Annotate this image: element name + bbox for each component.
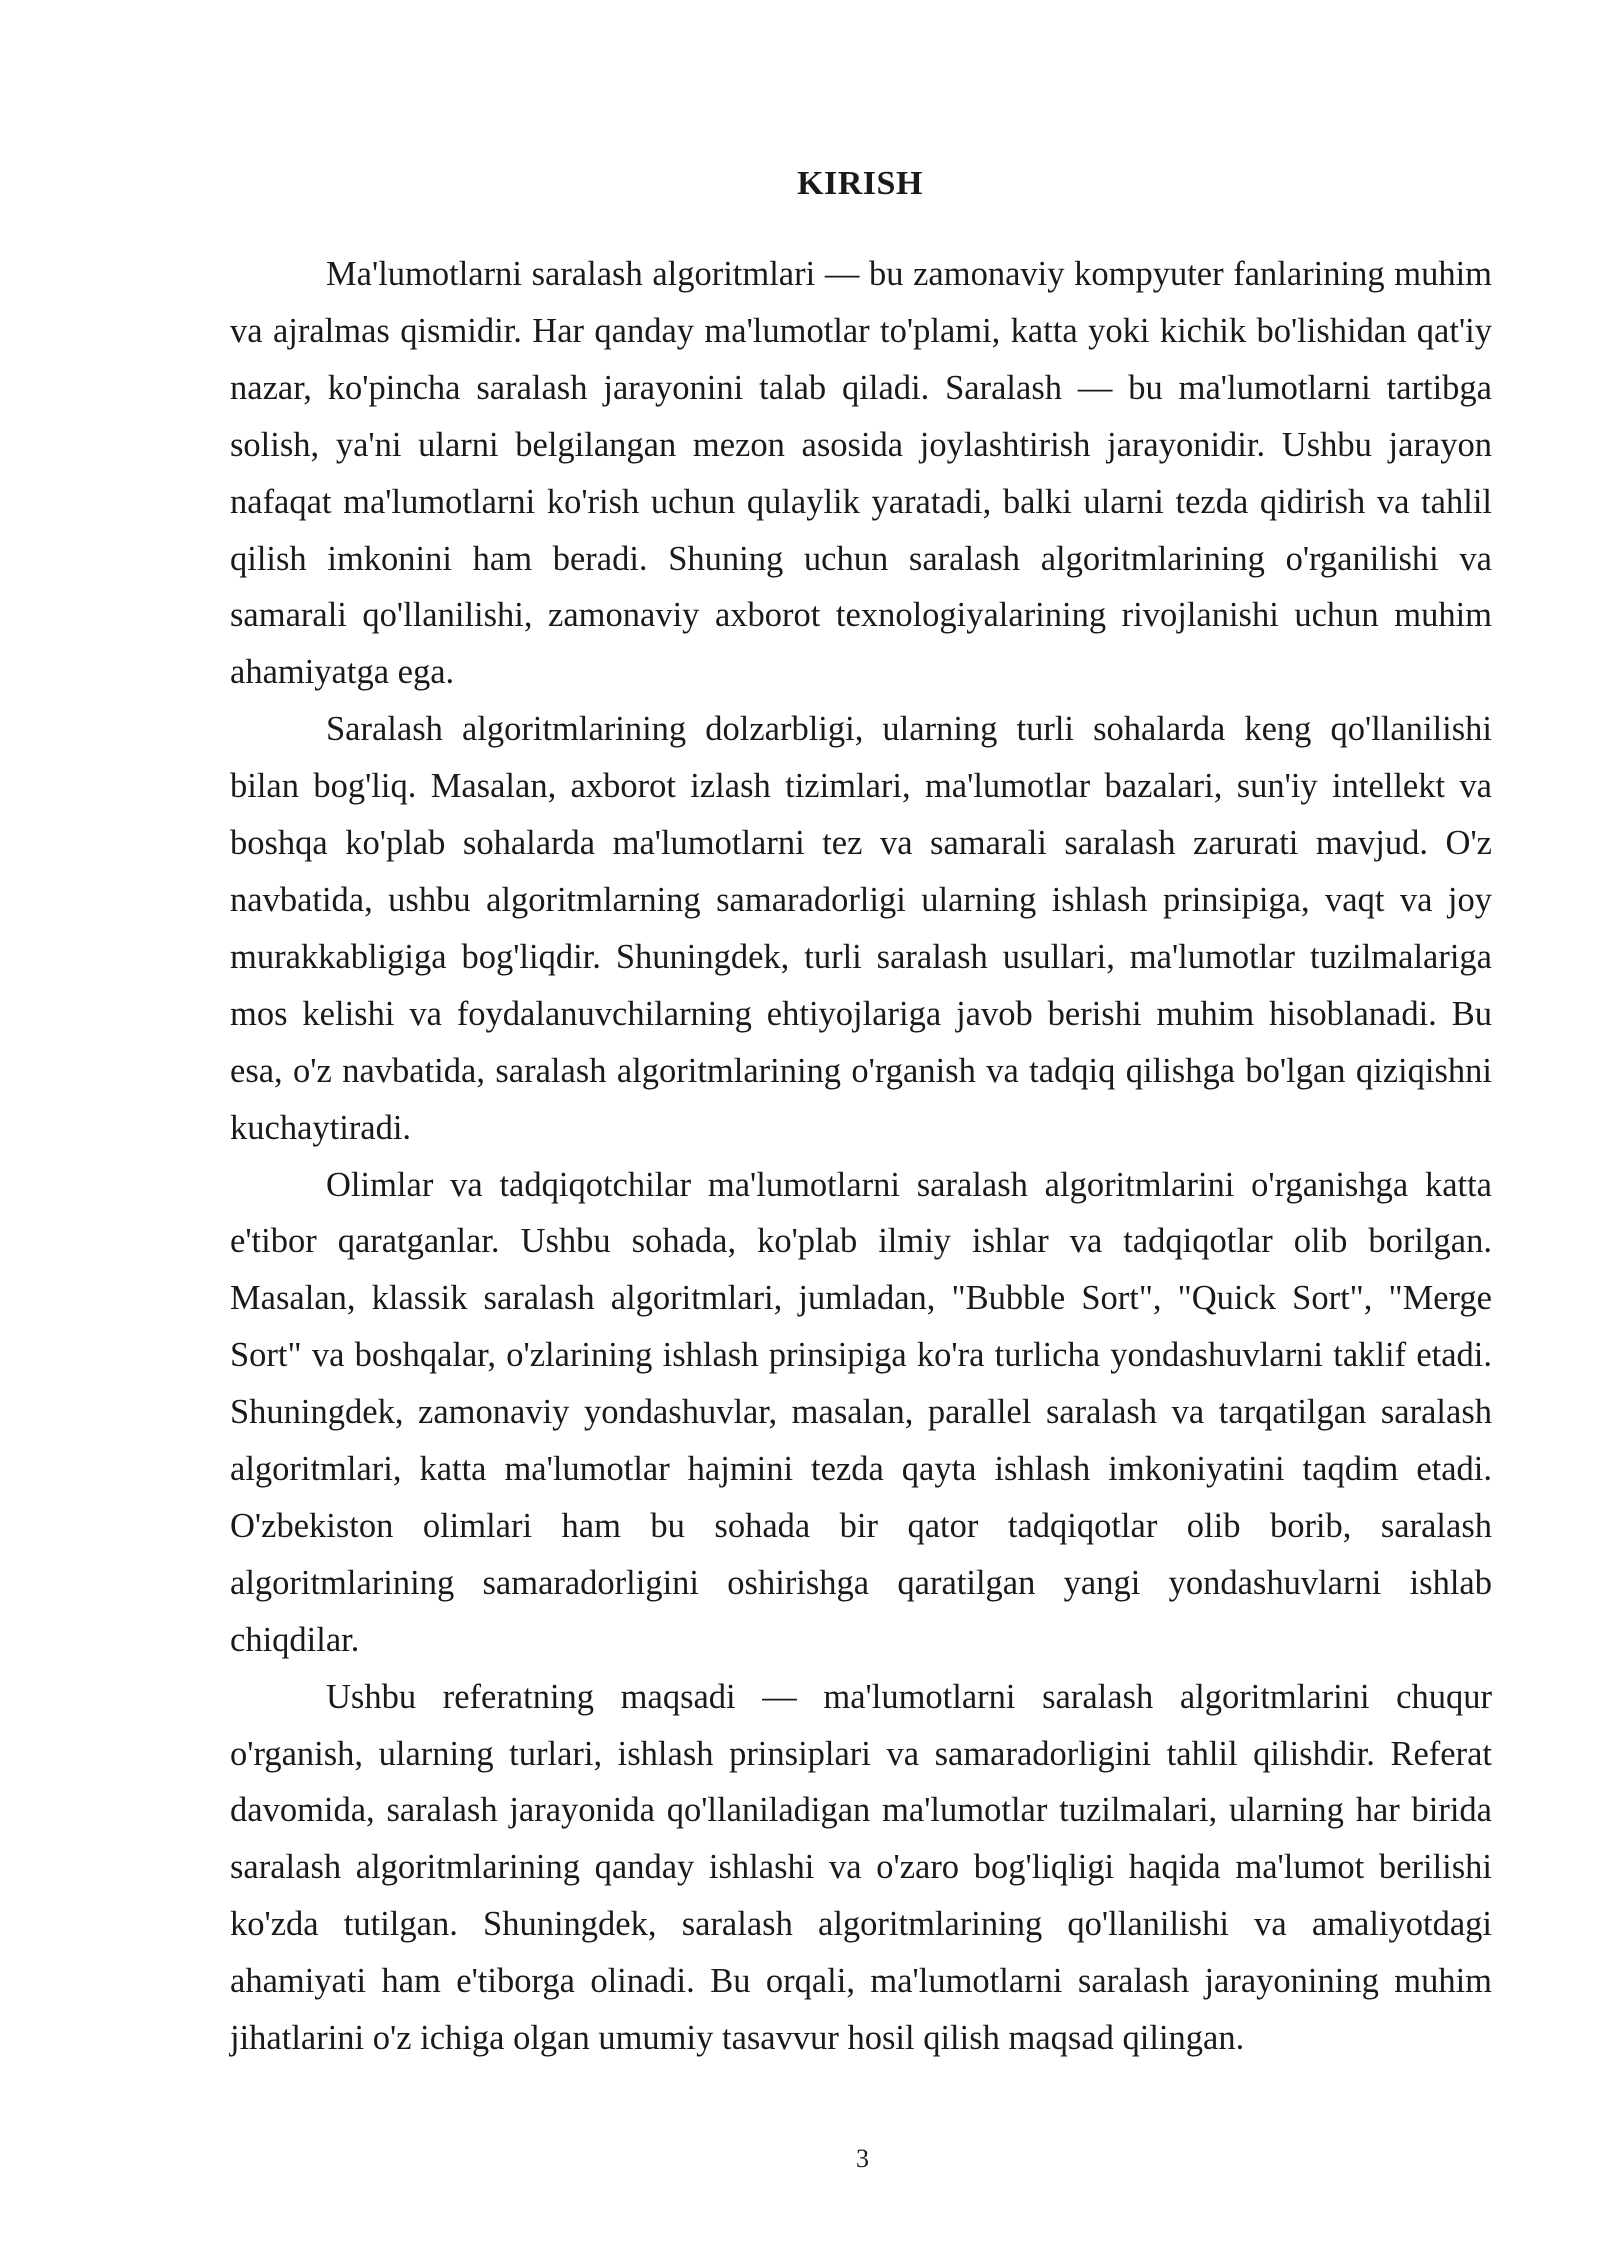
page-number: 3 <box>856 2144 869 2173</box>
paragraph: Ushbu referatning maqsadi — ma'lumotlarni saralash algoritmlarini chuqur o'rganish, ularning turlari, ishlash prinsiplari va samaradorligini tahlil qilishdir. Referat davomida, saralash jarayonida qo'llaniladigan ma'lumotlar tuzilmalari, ularning har birida saralash algoritmlarining qanday ishlashi va o'zaro bog'liqligi haqida ma'lumot berilishi ko'zda tutilgan. Shuningdek, saralash algoritmlarining qo'llanilishi va amaliyotdagi ahamiyati ham e'tiborga olinadi. Bu orqali, ma'lumotlarni saralash jarayonining muhim jihatlarini o'z ichiga olgan umumiy tasavvur hosil qilish maqsad qilingan. <box>230 1677 1492 2058</box>
paragraph: Ma'lumotlarni saralash algoritmlari — bu zamonaviy kompyuter fanlarining muhim va ajralmas qismidir. Har qanday ma'lumotlar to'plami, katta yoki kichik bo'lishidan qat'iy nazar, ko'pincha saralash jarayonini talab qiladi. Saralash — bu ma'lumotlarni tartibga solish, ya'ni ularni belgilangan mezon asosida joylashtirish jarayonidir. Ushbu jarayon nafaqat ma'lumotlarni ko'rish uchun qulaylik yaratadi, balki ularni tezda qidirish va tahlil qilish imkonini ham beradi. Shuning uchun saralash algoritmlarining o'rganilishi va samarali qo'llanilishi, zamonaviy axborot texnologiyalarining rivojlanishi uchun muhim ahamiyatga ega. <box>230 255 1492 692</box>
paragraph: Olimlar va tadqiqotchilar ma'lumotlarni saralash algoritmlarini o'rganishga katta e'tibor qaratganlar. Ushbu sohada, ko'plab ilmiy ishlar va tadqiqotlar olib borilgan. Masalan, klassik saralash algoritmlari, jumladan, "Bubble Sort", "Quick Sort", "Merge Sort" va boshqalar, o'zlarining ishlash prinsipiga ko'ra turlicha yondashuvlarni taklif etadi. Shuningdek, zamonaviy yondashuvlar, masalan, parallel saralash va tarqatilgan saralash algoritmlari, katta ma'lumotlar hajmini tezda qayta ishlash imkoniyatini taqdim etadi. O'zbekiston olimlari ham bu sohada bir qator tadqiqotlar olib borib, saralash algoritmlarining samaradorligini oshirishga qaratilgan yangi yondashuvlarni ishlab chiqdilar. <box>230 1165 1492 1659</box>
body-text <box>230 246 1492 2067</box>
page-heading: KIRISH <box>797 165 923 202</box>
paragraph: Saralash algoritmlarining dolzarbligi, ularning turli sohalarda keng qo'llanilishi bilan bog'liq. Masalan, axborot izlash tizimlari, ma'lumotlar bazalari, sun'iy intellekt va boshqa ko'plab sohalarda ma'lumotlarni tez va samarali saralash zarurati mavjud. O'z navbatida, ushbu algoritmlarning samaradorligi ularning ishlash prinsipiga, vaqt va joy murakkabligiga bog'liqdir. Shuningdek, turli saralash usullari, ma'lumotlar tuzilmalariga mos kelishi va foydalanuvchilarning ehtiyojlariga javob berishi muhim hisoblanadi. Bu esa, o'z navbatida, saralash algoritmlarining o'rganish va tadqiq qilishga bo'lgan qiziqishni kuchaytiradi. <box>230 710 1492 1147</box>
